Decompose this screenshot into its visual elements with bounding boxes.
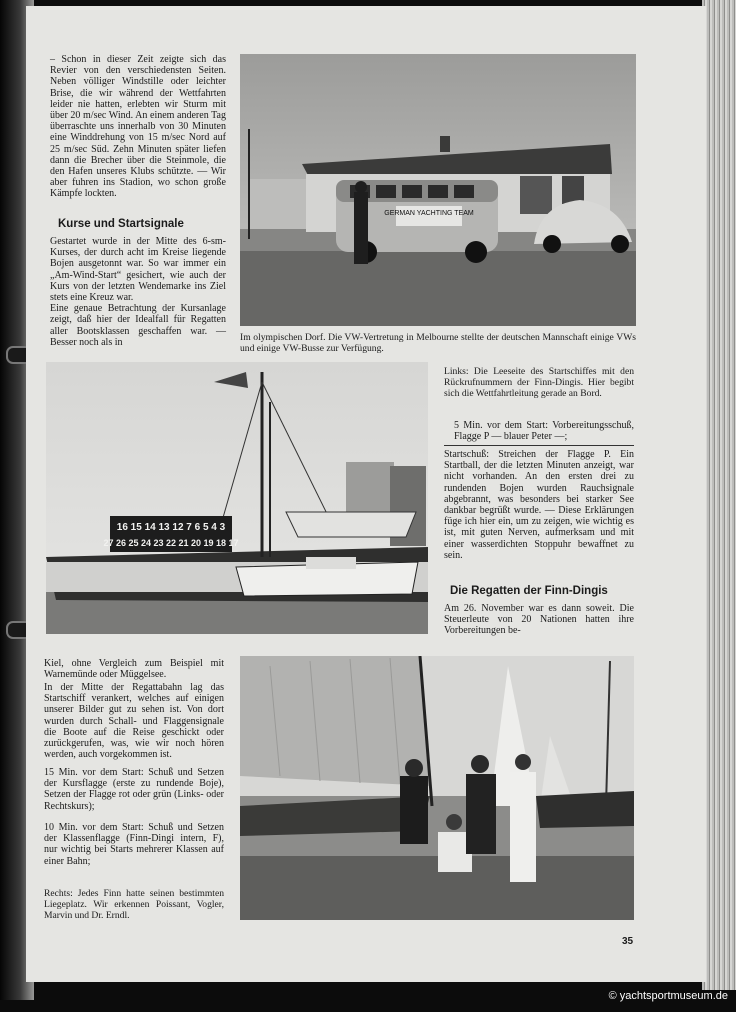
recall-numbers-top: 16 15 14 13 12 7 6 5 4 3 <box>116 522 226 533</box>
mitte-paragraph: In der Mitte der Regattabahn lag das Startschiff verankert, welches auf einigen unserer Bilder gut zu sehen ist. Von dort wurden durch Schall- und Flaggensignale die Boote auf die Reise geschickt oder zurückgerufen, was, wie wir noch hören werden, auch vorgekommen ist. <box>44 682 224 761</box>
signal-15min: 15 Min. vor dem Start: Schuß und Setzen der Kursflagge (erste zu rundende Boje), Setzen der Flagge rot oder grün (Links- oder Rechtskurs); <box>44 767 224 812</box>
photo-vw-van <box>240 54 636 326</box>
divider <box>444 445 634 446</box>
photo-finn-dinghies <box>240 656 634 920</box>
watermark: © yachtsportmuseum.de <box>608 990 728 1002</box>
intro-paragraph: – Schon in dieser Zeit zeigte sich das Revier von den verschiedensten Seiten. Neben völliger Windstille oder leichter Brise, die wir während der Wettfahrten leider nie hatten, erlebten wir Sturm mit über 20 m/sec Wind. An einem anderen Tag überraschte uns innerhalb von 30 Minuten eine Winddrehung von 15 m/sec Nord auf 25 m/sec Süd. Zehn Minuten später liefen dann die Brecher über die Steinmole, die den Hafen unseres Klubs schützte. — Wir aber fuhren ins Stadion, wo schon große Kämpfe lockten. <box>50 54 226 200</box>
page-number: 35 <box>622 936 634 947</box>
kiel-paragraph: Kiel, ohne Vergleich zum Beispiel mit Warnemünde oder Müggelsee. <box>44 658 224 681</box>
caption-photo2: Links: Die Leeseite des Startschiffes mit den Rückrufnummern der Finn-Dingis. Hier begibt sich die Wettfahrtleitung gerade an Bord. <box>444 366 634 399</box>
signal-5min: 5 Min. vor dem Start: Vorbereitungsschuß, Flagge P — blauer Peter —; <box>454 420 634 443</box>
caption-photo1: Im olympischen Dorf. Die VW-Vertretung in Melbourne stellte der deutschen Mannschaft einige VWs und einige VW-Busse zur Verfügung. <box>240 332 636 354</box>
caption-photo3: Rechts: Jedes Finn hatte seinen bestimmten Liegeplatz. Wir erkennen Poissant, Vogler, Marvin und Dr. Erndl. <box>44 888 224 921</box>
kurse-text: Gestartet wurde in der Mitte des 6-sm-Kurses, der durch acht im Kreise liegende Bojen ausgetonnt war. So war immer ein „Am-Wind-Start“ gesichert, wie auch der Kurs von der letzten Wendemarke ins Ziel stets eine Kreuz war. Eine genaue Betrachtung der Kursanlage zeigt, daß hier der Idealfall für Regatten aller Bootsklassen geschaffen war. — Besser noch als in <box>50 236 226 348</box>
van-sign-text: GERMAN YACHTING TEAM <box>384 210 474 217</box>
heading-kurse: Kurse und Startsignale <box>58 218 184 230</box>
photo-start-ship <box>46 362 428 634</box>
startschuss-paragraph: Startschuß: Streichen der Flagge P. Ein Startball, der die letzten Minuten anzeigt, war nicht vorhanden. An den ersten drei zu rundenden Bojen wurden Rauchsignale abgebrannt, was besonders bei starker See dankbar begrüßt wurde. — Diese Erklärungen füge ich hier ein, um zu zeigen, wie wichtig es ist, mit guten Nerven, aufmerksam und mit einer wasserdichten Stoppuhr bewaffnet zu sein. <box>444 449 634 561</box>
heading-regatten: Die Regatten der Finn-Dingis <box>450 585 608 597</box>
recall-numbers-bottom: 27 26 25 24 23 22 21 20 19 18 17 <box>103 538 239 548</box>
page-edge <box>702 0 736 990</box>
signal-10min: 10 Min. vor dem Start: Schuß und Setzen der Klassenflagge (Finn-Dingi intern, F), nur wichtig bei Starts mehrerer Klassen auf einer Bahn; <box>44 822 224 867</box>
regatten-paragraph: Am 26. November war es dann soweit. Die Steuerleute von 20 Nationen hatten ihre Vorbereitungen be- <box>444 603 634 637</box>
